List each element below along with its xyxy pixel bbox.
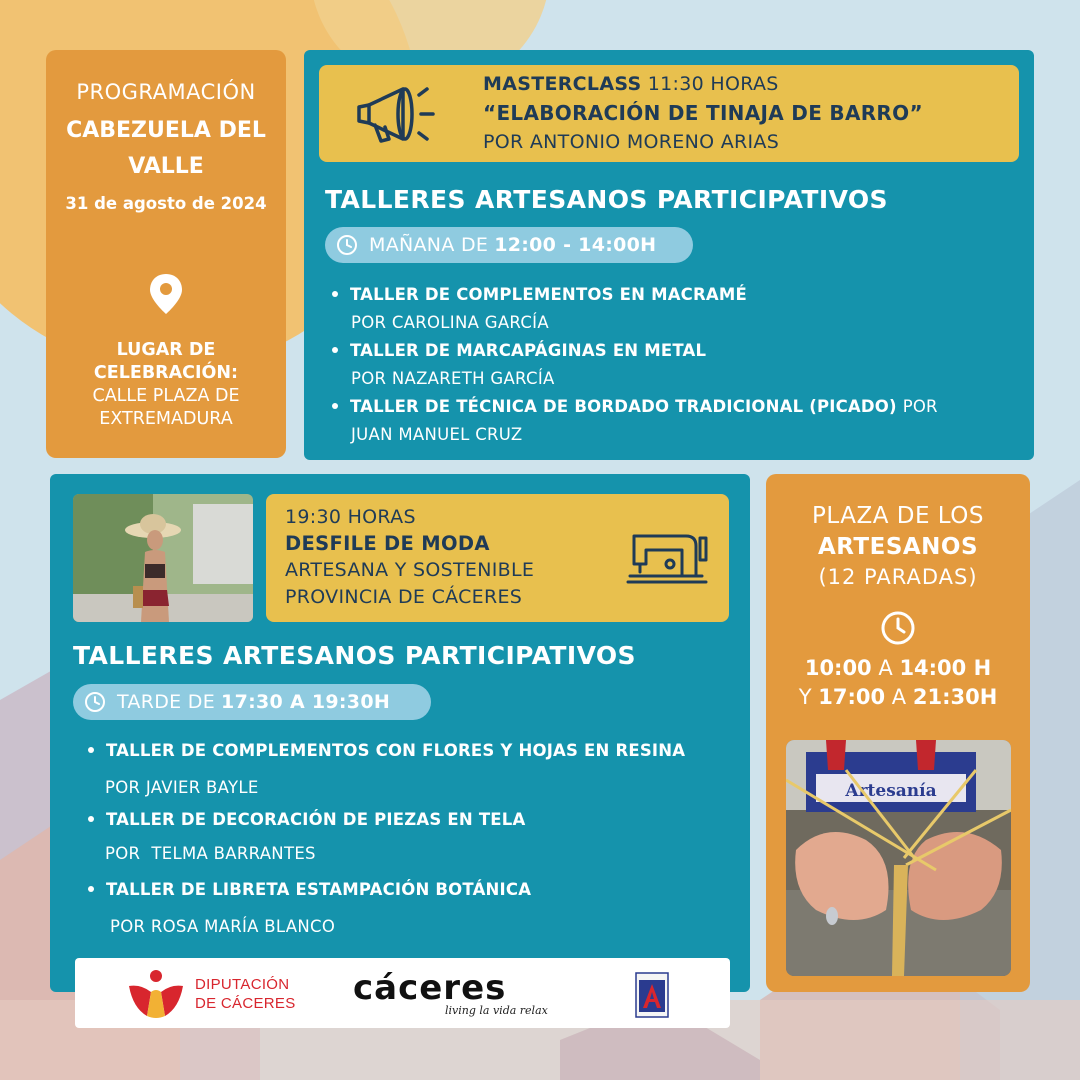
morning-time-pill bbox=[325, 227, 693, 263]
clock-icon bbox=[880, 610, 916, 646]
item-title-suffix: POR bbox=[902, 397, 938, 416]
fashion-time: 19:30 HORAS bbox=[285, 506, 416, 528]
megaphone-icon bbox=[353, 79, 441, 147]
venue-label-2: CELEBRACIÓN: bbox=[93, 363, 239, 383]
plaza-h2-sep: A bbox=[891, 685, 907, 709]
afternoon-time-value: 17:30 A 19:30H bbox=[221, 691, 391, 713]
fashion-line-1: ARTESANA Y SOSTENIBLE bbox=[285, 559, 535, 581]
program-label: PROGRAMACIÓN bbox=[76, 80, 256, 104]
plaza-line-2: ARTESANOS bbox=[817, 534, 979, 560]
plaza-panel bbox=[766, 474, 1030, 992]
program-town-1: CABEZUELA DEL bbox=[66, 118, 266, 143]
item-author: JUAN MANUEL CRUZ bbox=[351, 425, 523, 444]
morning-time-prefix: MAÑANA DE bbox=[369, 234, 489, 256]
masterclass-time: 11:30 HORAS bbox=[647, 73, 779, 95]
venue-label-1: LUGAR DE bbox=[116, 340, 216, 360]
fashion-box bbox=[266, 494, 729, 622]
item-author: POR TELMA BARRANTES bbox=[105, 844, 316, 863]
sponsor-logos-bar bbox=[75, 958, 730, 1028]
sewing-machine-icon bbox=[626, 524, 710, 590]
diputacion-logo-icon bbox=[125, 968, 187, 1020]
item-title: TALLER DE LIBRETA ESTAMPACIÓN BOTÁNICA bbox=[106, 880, 532, 899]
program-date: 31 de agosto de 2024 bbox=[65, 194, 267, 213]
plaza-h1-sep: A bbox=[878, 656, 893, 680]
program-panel bbox=[46, 50, 286, 458]
plaza-h2-start: 17:00 bbox=[818, 685, 886, 709]
fashion-title: DESFILE DE MODA bbox=[285, 532, 490, 555]
list-item bbox=[332, 285, 747, 304]
list-item bbox=[332, 341, 706, 360]
item-author: POR CAROLINA GARCÍA bbox=[351, 313, 549, 332]
item-title: TALLER DE COMPLEMENTOS CON FLORES Y HOJAS EN RESINA bbox=[106, 741, 686, 760]
list-item bbox=[332, 397, 938, 416]
item-title: TALLER DE TÉCNICA DE BORDADO TRADICIONAL (PICADO) bbox=[350, 397, 897, 416]
item-title: TALLER DE COMPLEMENTOS EN MACRAMÉ bbox=[350, 285, 747, 304]
caceres-wordmark: cáceres bbox=[353, 968, 507, 1008]
list-item bbox=[88, 810, 525, 829]
masterclass-title: MASTERCLASS bbox=[483, 73, 642, 95]
diputacion-line-1: DIPUTACIÓN bbox=[195, 976, 290, 993]
plaza-hours-2 bbox=[766, 685, 1030, 709]
clock-icon bbox=[84, 691, 106, 713]
plaza-h1-start: 10:00 bbox=[804, 656, 872, 680]
list-item bbox=[88, 741, 685, 760]
venue-2: EXTREMADURA bbox=[99, 409, 233, 429]
photo-sign-text: Artesanía bbox=[845, 781, 937, 801]
diputacion-line-2: DE CÁCERES bbox=[195, 995, 296, 1012]
item-author: POR ROSA MARÍA BLANCO bbox=[110, 917, 336, 936]
plaza-h2-end: 21:30H bbox=[912, 685, 998, 709]
masterclass-author: POR ANTONIO MORENO ARIAS bbox=[483, 131, 780, 153]
morning-time-value: 12:00 - 14:00H bbox=[494, 234, 657, 256]
plaza-h1-end: 14:00 H bbox=[899, 656, 992, 680]
caceres-tagline: living la vida relax bbox=[445, 1004, 548, 1017]
program-town-2: VALLE bbox=[128, 154, 204, 179]
item-title: TALLER DE DECORACIÓN DE PIEZAS EN TELA bbox=[106, 810, 526, 829]
afternoon-heading: TALLERES ARTESANOS PARTICIPATIVOS bbox=[73, 641, 636, 670]
item-title: TALLER DE MARCAPÁGINAS EN METAL bbox=[350, 341, 707, 360]
plaza-line-1: PLAZA DE LOS bbox=[812, 503, 984, 529]
list-item bbox=[88, 880, 531, 899]
morning-heading: TALLERES ARTESANOS PARTICIPATIVOS bbox=[325, 185, 888, 214]
artesanos-association-logo bbox=[635, 972, 669, 1018]
fashion-model-photo bbox=[73, 494, 253, 622]
afternoon-time-pill bbox=[73, 684, 431, 720]
plaza-h2-pre: Y bbox=[798, 685, 812, 709]
clock-icon bbox=[336, 234, 358, 256]
afternoon-panel bbox=[50, 474, 750, 992]
masterclass-heading bbox=[483, 73, 779, 95]
weaving-hands-photo bbox=[786, 740, 1011, 976]
masterclass-box bbox=[319, 65, 1019, 162]
plaza-line-3: (12 PARADAS) bbox=[818, 565, 978, 589]
item-author: POR NAZARETH GARCÍA bbox=[351, 369, 555, 388]
morning-panel bbox=[304, 50, 1034, 460]
masterclass-name: “ELABORACIÓN DE TINAJA DE BARRO” bbox=[483, 101, 923, 125]
item-author: POR JAVIER BAYLE bbox=[105, 778, 259, 797]
afternoon-time-prefix: TARDE DE bbox=[117, 691, 216, 713]
location-pin-icon bbox=[148, 272, 184, 316]
fashion-line-2: PROVINCIA DE CÁCERES bbox=[285, 586, 523, 608]
plaza-hours-1 bbox=[766, 656, 1030, 680]
venue-1: CALLE PLAZA DE bbox=[92, 386, 240, 406]
